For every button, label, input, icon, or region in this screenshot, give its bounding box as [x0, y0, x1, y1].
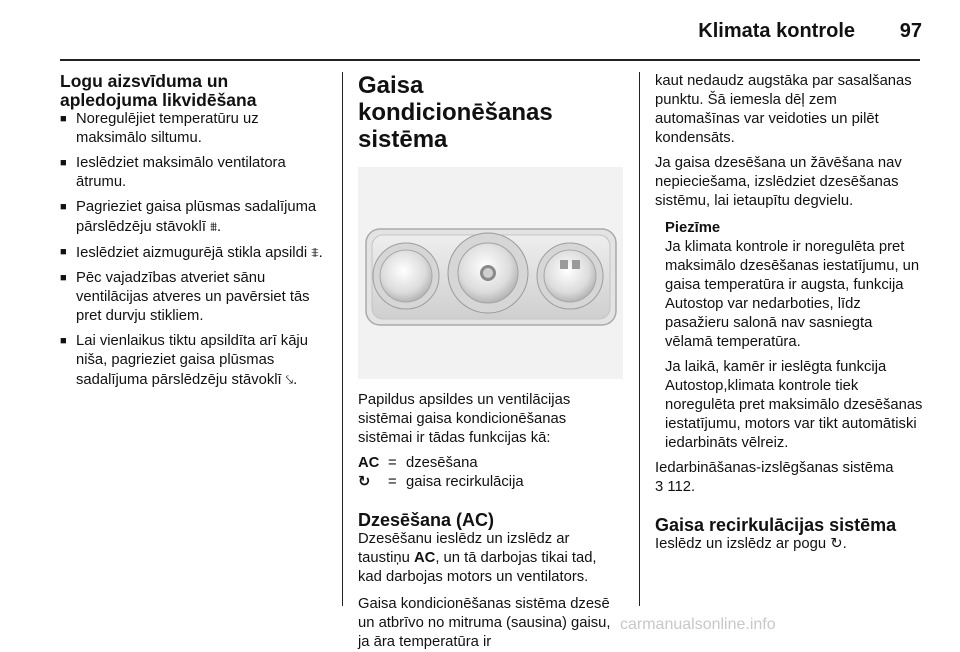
bullet-text: Lai vienlaikus tiktu apsildīta arī kāju niša, pagrieziet gaisa plūsmas sadalījuma pārslēdzēju stāvoklī — [76, 333, 308, 388]
bullet-tail: . — [318, 245, 323, 261]
paragraph: Ja gaisa dzesēšana un žāvēšana nav nepieciešama, izslēdziet dzesēšanas sistēmu, lai ietaupītu degvielu. — [655, 155, 902, 209]
bullet-text: Pēc vajadzības atveriet sānu ventilācijas atveres un pavērsiet tās pret durvju stikliem. — [76, 270, 310, 324]
definition-value: gaisa recirkulācija — [406, 474, 524, 490]
paragraph — [358, 530, 623, 587]
bullet-marker: ■ — [60, 246, 67, 258]
intro-paragraph: Papildus apsildes un ventilācijas sistēmai gaisa kondicionēšanas sistēmai ir tādas funkcijas kā: — [358, 392, 571, 446]
text-run: , un tā darbojas tikai tad, kad darbojas motors un ventilators. — [358, 550, 597, 585]
equals-sign: = — [388, 474, 397, 490]
column-2 — [358, 72, 623, 652]
bullet-tail: . — [293, 372, 298, 388]
rear-window-heating-icon: ⩨ — [311, 245, 319, 260]
recirculation-icon: ↻ — [830, 536, 843, 552]
equals-sign: = — [388, 455, 397, 471]
text-run: . — [842, 536, 847, 552]
column-3 — [655, 72, 923, 554]
fan-speed-knob — [448, 233, 528, 313]
list-item — [60, 198, 330, 237]
climate-panel-illustration — [358, 167, 623, 379]
note-paragraph: Ja klimata kontrole ir noregulēta pret maksimālo dzesēšanas iestatījumu, un gaisa temperatūra ir augsta, funkcija Autostop var nedarboties, līdz pasažieru salonā nav sasniegta vēlamā temperatūra. — [665, 239, 920, 350]
bullet-tail: . — [217, 219, 222, 235]
bullet-marker: ■ — [60, 272, 67, 284]
section-heading-defrost: Logu aizsvīduma un apledojuma likvidēšana — [60, 71, 257, 110]
bullet-marker: ■ — [60, 113, 67, 125]
page-ref-arrow-icon: 3 — [655, 479, 664, 495]
paragraph — [655, 459, 923, 497]
paragraph: kaut nedaudz augstāka par sasalšanas punktu. Šā iemesla dēļ zem automašīnas var veidoties un pilēt kondensāts. — [655, 73, 912, 146]
bullet-text: Ieslēdziet aizmugurējā stikla apsildi — [76, 245, 308, 261]
definition-row — [358, 454, 623, 473]
bullet-text: Noregulējiet temperatūru uz maksimālo siltumu. — [76, 111, 259, 146]
air-distribution-knob — [537, 243, 603, 309]
column-divider — [342, 72, 343, 606]
list-item — [60, 110, 330, 148]
definition-value: dzesēšana — [406, 455, 478, 471]
ac-button-ref: AC — [413, 550, 436, 566]
text-run: Iedarbināšanas-izslēgšanas sistēma — [655, 460, 894, 476]
paragraph: Gaisa kondicionēšanas sistēma dzesē un atbrīvo no mitruma (sausina) gaisu, ja āra temperatūra ir — [358, 596, 611, 650]
definition-list — [358, 454, 623, 492]
note-box — [655, 219, 923, 453]
temperature-knob — [373, 243, 439, 309]
bullet-marker: ■ — [60, 157, 67, 169]
column-1 — [60, 72, 330, 390]
list-item — [60, 332, 330, 390]
column-divider — [639, 72, 640, 606]
ac-key: AC — [358, 455, 380, 471]
list-item — [60, 243, 330, 263]
list-item — [60, 154, 330, 192]
header-title: Klimata kontrole — [698, 20, 855, 42]
bullet-marker: ■ — [60, 201, 67, 213]
note-title: Piezīme — [665, 220, 721, 236]
watermark: carmanualsonline.info — [620, 616, 776, 633]
footwell-windscreen-icon: ⤥ — [285, 372, 294, 387]
header-rule — [60, 59, 920, 61]
page-reference[interactable]: 112. — [667, 479, 696, 495]
paragraph — [655, 535, 923, 554]
subheading-cooling: Dzesēšana (AC) — [358, 510, 495, 530]
bullet-text: Ieslēdziet maksimālo ventilatora ātrumu. — [76, 155, 286, 190]
text-run: Dzesēšanu ieslēdz un izslēdz ar taustiņu — [358, 531, 570, 566]
bullet-list — [60, 110, 330, 390]
windscreen-defrost-icon: ⩩ — [210, 219, 218, 234]
bullet-marker: ■ — [60, 335, 67, 347]
note-paragraph: Ja laikā, kamēr ir ieslēgta funkcija Autostop,klimata kontrole tiek noregulēta pret maksimālo dzesēšanas iestatījumu, motors var tikt automātiski iedarbināts vēlreiz. — [665, 359, 923, 451]
climate-control-panel-image — [358, 167, 623, 379]
list-item — [60, 269, 330, 326]
definition-row — [358, 473, 623, 492]
bullet-text: Pagrieziet gaisa plūsmas sadalījuma pārslēdzēju stāvoklī — [76, 199, 317, 235]
text-run: Ieslēdz un izslēdz ar pogu — [655, 536, 827, 552]
page-number: 97 — [899, 20, 922, 42]
section-heading-ac: Gaisa kondicionēšanas sistēma — [358, 72, 553, 153]
recirculation-icon: ↻ — [358, 474, 371, 490]
subheading-recirculation: Gaisa recirkulācijas sistēma — [655, 515, 897, 535]
